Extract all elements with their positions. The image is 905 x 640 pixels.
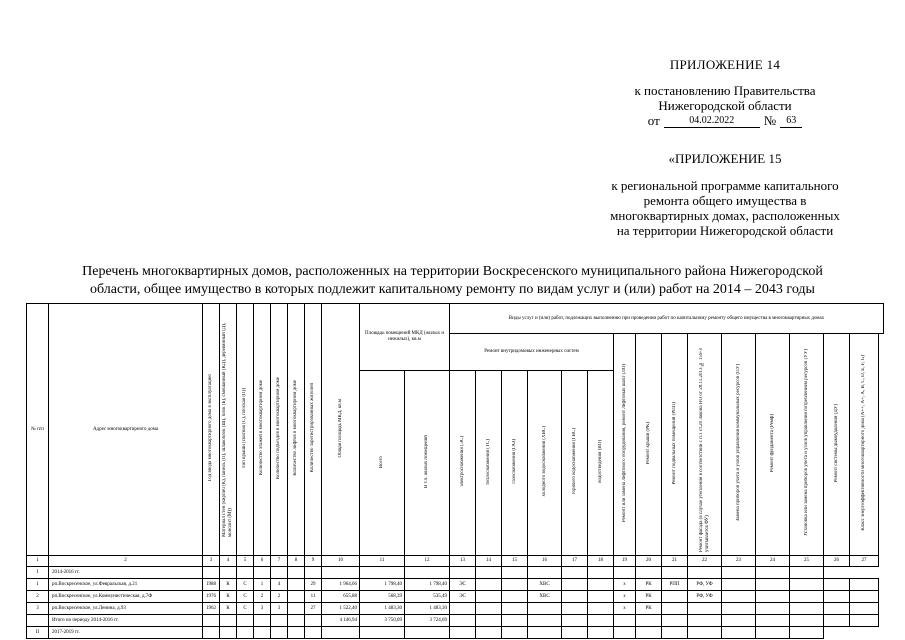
- header-basement: Ремонт подвальных помещений (РПП): [662, 334, 688, 556]
- header-total-area: Общая площадь МКД, кв.м: [322, 304, 360, 556]
- column-number: 7: [271, 556, 288, 567]
- row-no: 2: [27, 591, 49, 603]
- row-elec: ЭС: [450, 579, 476, 591]
- row-elec: ЭС: [450, 591, 476, 603]
- row-total-area: 655,88: [322, 591, 360, 603]
- row-premises-total: 568,39: [360, 591, 405, 603]
- row-year: 1988: [203, 579, 220, 591]
- appendix-14-block: [560, 57, 890, 128]
- resolution-date: 04.02.2022: [664, 115, 760, 128]
- header-address: Адрес многоквартирного дома: [49, 304, 203, 556]
- row-entrances: 2: [271, 591, 288, 603]
- column-number: 16: [528, 556, 562, 567]
- row-address: рп.Воскресенское, ул.Коммунистическая, д.7Ф: [49, 591, 203, 603]
- row-floors: 1: [254, 579, 271, 591]
- row-residents: 29: [305, 579, 322, 591]
- header-hot-water: горячего водоснабжения (ГВС): [562, 371, 588, 556]
- row-cold-water: ХВС: [528, 591, 562, 603]
- column-number: 24: [756, 556, 790, 567]
- column-number: 27: [850, 556, 879, 567]
- header-heat: теплоснабжения (ТС): [476, 371, 502, 556]
- appendix-14-line-2: Нижегородской области: [658, 98, 792, 113]
- document-title: [20, 263, 885, 299]
- from-label: от: [647, 113, 660, 128]
- column-number: 9: [305, 556, 322, 567]
- header-year: Год ввода многоквартирного дома в эксплуатацию: [203, 304, 220, 556]
- total-area-sum: 4 146,94: [322, 615, 360, 627]
- row-lift-repair: х: [614, 603, 636, 615]
- header-floors: Количество этажей в многоквартирном доме: [254, 304, 271, 556]
- header-premises-total: Всего: [360, 371, 405, 556]
- period-row-1: [27, 567, 884, 579]
- document-title-line-2: области, общее имущество в которых подлежит капитальному ремонту по видам услуг и (или) работ на 2014 – 2043 годы: [90, 282, 815, 297]
- header-roof: Ремонт крыши (РК): [636, 334, 662, 556]
- header-lifts: Количество лифтов в многоквартирном доме: [288, 304, 305, 556]
- resolution-number: 63: [780, 115, 802, 128]
- column-number: 21: [662, 556, 688, 567]
- row-basement: РПП: [662, 579, 688, 591]
- header-elec: электроснабжения (ЭС): [450, 371, 476, 556]
- appendix-15-line-1: к региональной программе капитального: [611, 178, 839, 193]
- appendix-15-block: [560, 151, 890, 238]
- column-number: 10: [322, 556, 360, 567]
- row-material: К: [220, 603, 237, 615]
- appendix-14-line-1: к постановлению Правительства: [634, 83, 816, 98]
- column-number: 4: [220, 556, 237, 567]
- header-smoke: Ремонт системы дымоудаления (ДУ): [824, 334, 850, 556]
- row-lift-repair: х: [614, 579, 636, 591]
- column-number: 17: [562, 556, 588, 567]
- column-number: 12: [405, 556, 450, 567]
- column-number: 5: [237, 556, 254, 567]
- appendix-15-title: «ПРИЛОЖЕНИЕ 15: [668, 151, 782, 166]
- appendix-14-title: ПРИЛОЖЕНИЕ 14: [669, 57, 781, 72]
- row-floors: 2: [254, 591, 271, 603]
- column-number: 26: [824, 556, 850, 567]
- table-row: [27, 603, 884, 615]
- row-year: 1962: [203, 603, 220, 615]
- header-lift-repair: Ремонт или замена лифтового оборудования, ремонт лифтовых шахт (ЛО): [614, 334, 636, 556]
- column-number: 23: [722, 556, 756, 567]
- header-devices: Установка или замена приборов учета и узлов управления потреблением ресурсов (УУ): [790, 334, 824, 556]
- appendix-15-line-3: многоквартирных домах, расположенных: [610, 208, 840, 223]
- header-premises-living: В т.ч. жилых помещений: [405, 371, 450, 556]
- row-lifts: [288, 603, 305, 615]
- row-elec: [450, 603, 476, 615]
- row-facade: [688, 603, 722, 615]
- header-residents: Количество зарегистрированных жителей: [305, 304, 322, 556]
- row-roof-type: С: [237, 603, 254, 615]
- row-premises-living: 535,49: [405, 591, 450, 603]
- column-number: 13: [450, 556, 476, 567]
- row-lifts: [288, 591, 305, 603]
- header-energy: Класс энергоэффективности многоквартирного дома (А++, А+, А, В, С, D, E, F, G): [850, 334, 879, 556]
- total-row: [27, 615, 884, 627]
- header-row-1: [27, 304, 884, 334]
- row-no: 1: [27, 579, 49, 591]
- row-entrances: 3: [271, 603, 288, 615]
- number-label: №: [763, 113, 777, 128]
- row-material: К: [220, 591, 237, 603]
- row-address: рп.Воскресенское, ул.Февральская, д.21: [49, 579, 203, 591]
- column-number: 2: [49, 556, 203, 567]
- row-roof: РК: [636, 603, 662, 615]
- column-number: 8: [288, 556, 305, 567]
- column-numbers-row: [27, 556, 884, 567]
- header-drain: водоотведения (ВО): [588, 371, 614, 556]
- header-premises-group: Площадь помещений МКД (жилых и нежилых), кв.м: [360, 304, 450, 371]
- row-cold-water: [528, 603, 562, 615]
- header-meters: Замена приборов учета и узлов управления коммунальных ресурсов (ПУ): [722, 334, 756, 556]
- row-residents: 27: [305, 603, 322, 615]
- premises-living-sum: 3 724,69: [405, 615, 450, 627]
- row-floors: 3: [254, 603, 271, 615]
- row-material: К: [220, 579, 237, 591]
- row-premises-living: 1 483,30: [405, 603, 450, 615]
- premises-total-sum: 3 750,09: [360, 615, 405, 627]
- row-roof: РК: [636, 591, 662, 603]
- column-number: 15: [502, 556, 528, 567]
- row-facade: РФ, УФ: [688, 579, 722, 591]
- row-lift-repair: х: [614, 591, 636, 603]
- row-premises-living: 1 798,40: [405, 579, 450, 591]
- period-row-2: [27, 627, 884, 639]
- row-no: 3: [27, 603, 49, 615]
- column-number: 19: [614, 556, 636, 567]
- row-cold-water: ХВС: [528, 579, 562, 591]
- row-roof-type: С: [237, 579, 254, 591]
- table-row: [27, 591, 884, 603]
- row-address: рп.Воскресенское, ул.Ленина, д.93: [49, 603, 203, 615]
- row-premises-total: 1 798,40: [360, 579, 405, 591]
- column-number: 18: [588, 556, 614, 567]
- row-roof: РК: [636, 579, 662, 591]
- column-number: 20: [636, 556, 662, 567]
- appendix-14-date-line: [560, 113, 890, 128]
- row-premises-total: 1 483,30: [360, 603, 405, 615]
- period-label: 2017-2019 гг.: [49, 627, 203, 639]
- row-total-area: 1 964,66: [322, 579, 360, 591]
- column-number: 25: [790, 556, 824, 567]
- header-material: Материал стен (кирпич (К), панель (П), шлакоблок (Ш), блок (Б), смешанный (КД), деревянный (Д), монолит (М)): [220, 304, 237, 556]
- row-year: 1976: [203, 591, 220, 603]
- header-foundation: Ремонт фундамента (Ремф): [756, 334, 790, 556]
- buildings-table: [26, 303, 884, 639]
- column-number: 6: [254, 556, 271, 567]
- header-cold-water: холодного водоснабжения (ХВС): [528, 371, 562, 556]
- row-residents: 11: [305, 591, 322, 603]
- header-no: № п/п: [27, 304, 49, 556]
- period-no: II: [27, 627, 49, 639]
- period-label: 2014-2016 гг.: [49, 567, 203, 579]
- column-number: 14: [476, 556, 502, 567]
- column-number: 11: [360, 556, 405, 567]
- row-facade: РФ, УФ: [688, 591, 722, 603]
- column-number: 3: [203, 556, 220, 567]
- period-no: I: [27, 567, 49, 579]
- header-entrances: Количество подъездов в многоквартирном доме: [271, 304, 288, 556]
- header-facade: Ремонт фасада (в случае утепления в соответствии с п.1 ст.20 Закона НО от 28.11.2013 № 159-З учитывается ФУ): [688, 334, 722, 556]
- header-roof-type: Тип крыши (скатная (С), плоская (П)): [237, 304, 254, 556]
- appendix-15-line-4: на территории Нижегородской области: [616, 223, 834, 238]
- total-label: Итого по периоду 2014-2016 гг.: [49, 615, 203, 627]
- column-number: 22: [688, 556, 722, 567]
- row-basement: [662, 603, 688, 615]
- row-entrances: 4: [271, 579, 288, 591]
- row-roof-type: С: [237, 591, 254, 603]
- row-lifts: [288, 579, 305, 591]
- header-works-group: Виды услуг и (или) работ, подлежащих выполнению при проведении работ по капитальному ремонту общего имущества в многоквартирных домах: [450, 304, 884, 334]
- document-title-line-1: Перечень многоквартирных домов, расположенных на территории Воскресенского муниципального района Нижегородской: [82, 264, 823, 279]
- column-number: 1: [27, 556, 49, 567]
- appendix-15-line-2: ремонта общего имущества в: [643, 193, 807, 208]
- row-basement: [662, 591, 688, 603]
- table-row: [27, 579, 884, 591]
- header-gas: газоснабжения (ГАЗ): [502, 371, 528, 556]
- row-total-area: 1 522,40: [322, 603, 360, 615]
- header-systems-group: Ремонт внутридомовых инженерных систем: [450, 334, 614, 371]
